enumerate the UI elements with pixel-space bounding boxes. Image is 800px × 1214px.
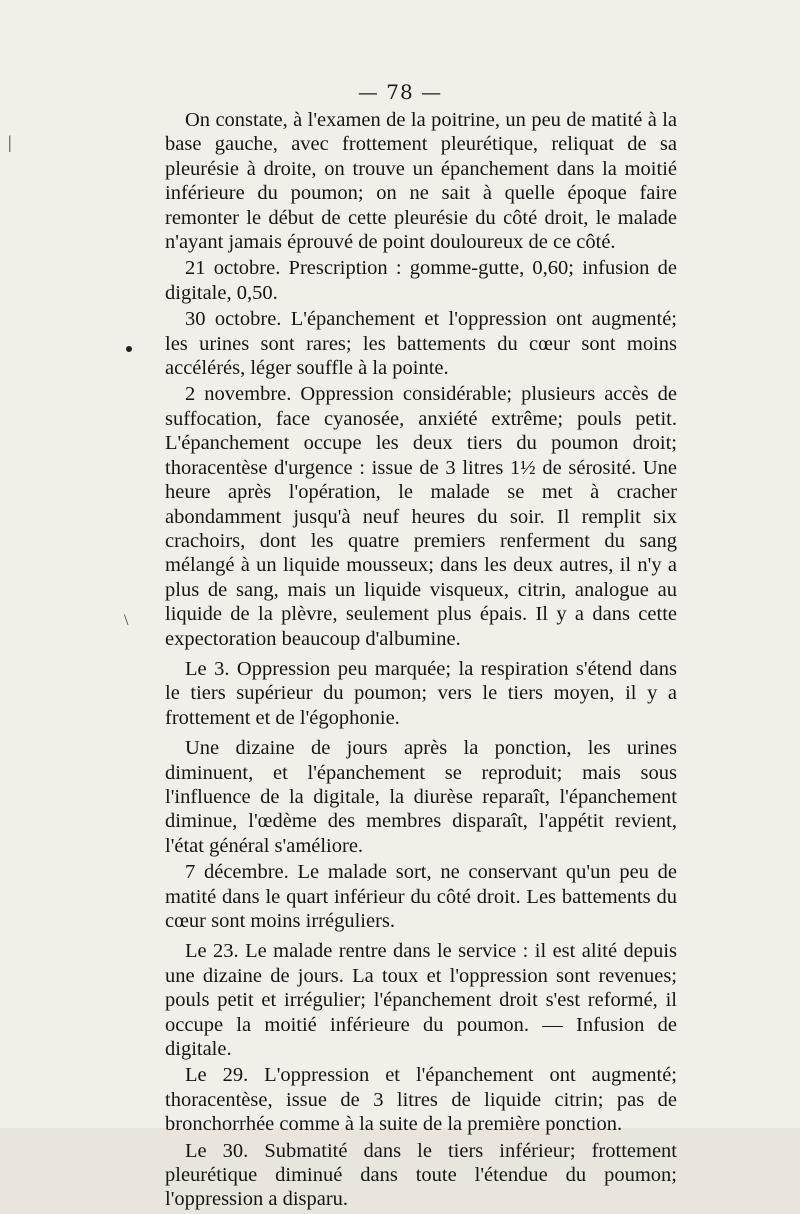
page-number: — 78 — [357,80,443,104]
paragraph: Le 30. Submatité dans le tiers inférieur; frottement pleurétique diminué dans toute l'étendue du poumon; l'oppression a disparu. [165,1139,677,1211]
paragraph: Le 23. Le malade rentre dans le service : il est alité depuis une dizaine de jours. La toux et l'oppression sont revenues; pouls petit et irrégulier; l'épanchement droit s'est reformé, il occupe la moitié inférieure du poumon. — Infusion de digitale. [165,940,677,1061]
paragraph: 21 octobre. Prescription : gomme-gutte, 0,60; infusion de digitale, 0,50. [165,257,677,304]
paragraph: Une dizaine de jours après la ponction, les urines diminuent, et l'épanchement se reproduit; mais sous l'influence de la digitale, la diurèse reparaît, l'épanchement diminue, l'œdème des membres disparaît, l'appétit revient, l'état général s'améliore. [165,737,677,857]
paragraph: Le 29. L'oppression et l'épanchement ont augmenté; thoracentèse, issue de 3 litres de liquide citrin; pas de bronchorrhée comme à la suite de la première ponction. [165,1064,677,1136]
paragraph: 7 décembre. Le malade sort, ne conservant qu'un peu de matité dans le quart inférieur du côté droit. Les battements du cœur sont moins irréguliers. [165,861,677,932]
paragraph: 2 novembre. Oppression considérable; plusieurs accès de suffocation, face cyanosée, anxiété extrême; pouls petit. L'épanchement occupe les deux tiers du poumon droit; thoracentèse d'urgence : issue de 3 litres 1½ de sérosité. Une heure après l'opération, le malade se met à cracher abondamment jusqu'à neuf heures du soir. Il remplit six crachoirs, dont les quatre premiers renferment du sang mélangé à un liquide mousseux; dans les deux autres, il n'y a plus de sang, mais un liquide visqueux, citrin, analogue au liquide de la plèvre, seulement plus épais. Il y a dans cette expectoration beaucoup d'albumine. [165,383,677,650]
paragraph: Le 3. Oppression peu marquée; la respiration s'étend dans le tiers supérieur du poumon; vers le tiers moyen, il y a frottement et de l'égophonie. [165,657,677,729]
paragraph: On constate, à l'examen de la poitrine, un peu de matité à la base gauche, avec frottement pleurétique, reliquat de sa pleurésie à droite, on trouve un épanchement dans la moitié inférieure du poumon; on ne sait à quelle époque faire remonter le début de cette pleurésie du côté droit, le malade n'ayant jamais éprouvé de point douloureux de ce côté. [165,109,677,254]
paragraph: 30 octobre. L'épanchement et l'oppression ont augmenté; les urines sont rares; les battements du cœur sont moins accélérés, léger souffle à la pointe. [165,308,677,380]
margin-dot [126,346,132,352]
margin-mark: \ [124,612,129,629]
margin-mark: | [8,132,12,152]
body-text [165,108,677,1214]
